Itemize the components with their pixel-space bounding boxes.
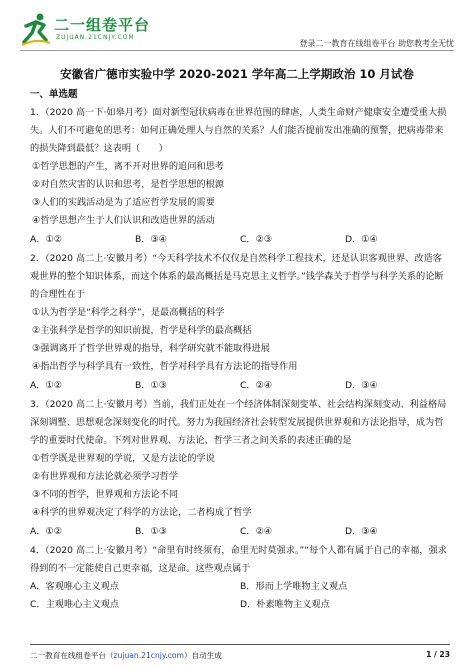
choice-a[interactable]: A．客观唯心主义观点 [30,581,119,592]
choice-d[interactable]: D．①④ [345,234,378,245]
document-body [30,86,450,614]
question-2 [30,250,450,396]
logo-subtitle: ZUJUAN.21CNJY.COM [56,34,135,41]
answer-choices [30,376,450,396]
footer-link[interactable]: zujuan.21cnjy.com [113,651,184,660]
choice-c[interactable]: C．主观唯心主义观点 [30,599,120,610]
page-title: 安徽省广德市实验中学 2020-2021 学年高二上学期政治 10 月试卷 [60,67,414,81]
choice-c[interactable]: C．②③ [240,234,273,245]
answer-choices [30,578,450,596]
page-header [0,0,474,56]
statement-option: ②有世界观和方法论就必须学习哲学 [32,471,179,482]
footer-divider [30,644,450,645]
footer-credit [30,650,222,661]
choice-a[interactable]: A．①② [30,234,62,245]
choice-d[interactable]: D．③④ [345,526,378,537]
question-4 [30,542,450,614]
choice-a[interactable]: A．①② [30,526,62,537]
question-1 [30,104,450,250]
runner-logo-icon [20,12,52,46]
question-text: 1．（2020 高一下·如皋月考）面对新型冠状病毒在世界范围的肆虐，人类生命财产健康安全遭受重大损失。人们不可避免的思考：如何正确处理人与自然的关系？人们能否提前发出准确的预警，把病毒带来的损失降到最低？这表明（ ） [30,107,447,154]
choice-b[interactable]: B．③④ [135,234,167,245]
statement-option: ②对自然灾害的认识和思考，是哲学思想的根源 [32,179,224,190]
question-3 [30,396,450,542]
section-heading: 一、单选题 [30,89,78,100]
choice-d[interactable]: D．③④ [345,380,378,391]
site-logo[interactable] [20,12,160,48]
statement-option: ④指出哲学与科学具有一致性，哲学对科学具有方法论的指导作用 [32,361,298,372]
footer-prefix: 二一教育在线组卷平台（ [30,651,114,660]
question-text: 3．（2020 高二上·安徽月考）当前，我们正处在一个经济体制深刻变革、社会结构深刻变动、利益格局深刻调整、思想观念深刻变化的时代。努力为我国经济社会转型发展提供世界观和方法论指导，成为哲学的重要时代使命。下列对世界观、方法论、哲学三者之间关系的表述正确的是 [30,399,447,446]
page-number: 1 / 23 [426,650,450,659]
statement-option: ①哲学思想的产生，离不开对世界的追问和思考 [32,161,224,172]
statement-option: ③不同的哲学，世界观和方法论不同 [32,489,179,500]
choice-b[interactable]: B．形而上学唯物主义观点 [240,581,348,592]
answer-choices [30,230,450,250]
choice-d[interactable]: D．朴素唯物主义观点 [240,599,330,610]
answer-choices [30,596,450,614]
statement-option: ③强调离开了哲学世界观的指导，科学研究就不能取得进展 [32,343,270,354]
header-divider [20,50,454,51]
statement-option: ④科学的世界观决定了科学的方法论，二者构成了哲学 [32,507,252,518]
statement-option: ④哲学思想产生于人们认识和改造世界的活动 [32,215,215,226]
choice-c[interactable]: C．②④ [240,380,273,391]
choice-b[interactable]: B．①③ [135,380,167,391]
statement-option: ①认为哲学是“科学之科学”，是最高概括的科学 [32,307,225,318]
statement-option: ①哲学既是世界观的学说，又是方法论的学说 [32,453,215,464]
question-text: 2．（2020 高二上·安徽月考）“今天科学技术不仅仅是自然科学工程技术，还是认识客观世界、改造客观世界的整个知识体系，而这个体系的最高概括是马克思主义哲学。”钱学森关于哲学与科学关系的论断的合理性在于 [30,253,444,300]
statement-option: ②主张科学是哲学的知识前提，哲学是科学的最高概括 [32,325,252,336]
logo-title: 二一组卷平台 [54,16,151,34]
footer-suffix: ）自动生成 [183,651,222,660]
statement-option: ③人们的实践活动是为了适应哲学发展的需要 [32,197,215,208]
choice-b[interactable]: B．①③ [135,526,167,537]
choice-a[interactable]: A．①② [30,380,62,391]
header-slogan: 登录二一教育在线组卷平台 助您教考全无忧 [299,39,454,48]
question-text: 4．（2020 高二上·安徽月考）“命里有时终须有，命里无时莫强求。”“每个人都有属于自己的幸福，强求得到的不一定能使自己更幸福，这是命。这些观点属于 [30,545,447,574]
answer-choices [30,522,450,542]
choice-c[interactable]: C．②④ [240,526,273,537]
